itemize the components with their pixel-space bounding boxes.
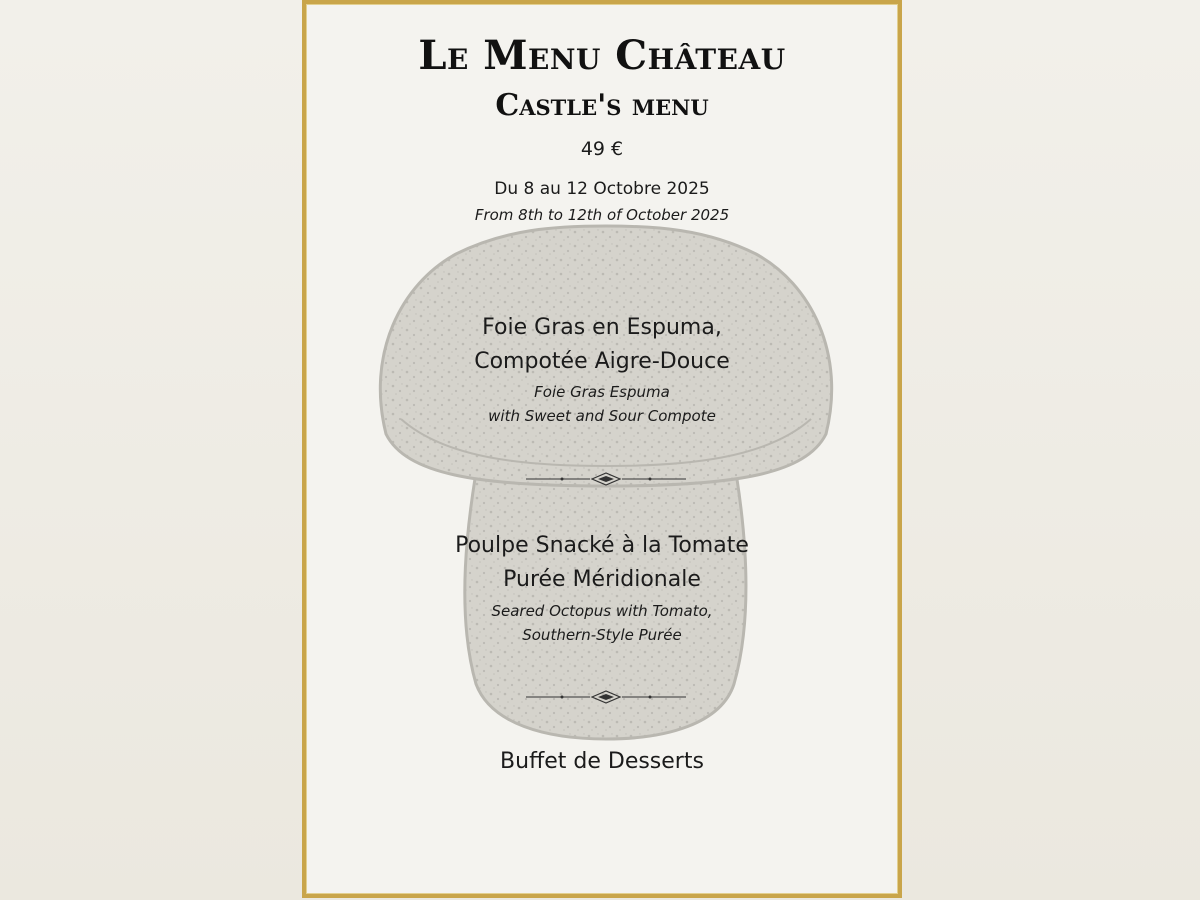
menu-card xyxy=(302,0,902,898)
course-2-fr-line2: Purée Méridionale xyxy=(503,567,701,592)
menu-title: Le Menu Château xyxy=(418,32,786,79)
menu-price: 49 € xyxy=(580,138,624,160)
course-1-name-fr xyxy=(306,311,898,379)
course-2-name-en xyxy=(306,599,898,647)
course-2-fr-line1: Poulpe Snacké à la Tomate xyxy=(455,533,749,558)
course-1-fr-line1: Foie Gras en Espuma, xyxy=(482,315,722,340)
course-1-fr-line2: Compotée Aigre-Douce xyxy=(474,349,730,374)
menu-dates-en: From 8th to 12th of October 2025 xyxy=(474,206,730,224)
menu-subtitle: Castle's menu xyxy=(495,88,709,123)
course-2-name-fr xyxy=(306,529,898,597)
course-1-name-en xyxy=(306,380,898,428)
dessert-course: Buffet de Desserts xyxy=(500,749,704,774)
course-2-en-line1: Seared Octopus with Tomato, xyxy=(491,602,713,620)
menu-dates-fr: Du 8 au 12 Octobre 2025 xyxy=(494,179,710,199)
menu-content xyxy=(306,4,898,894)
course-2-en-line2: Southern-Style Purée xyxy=(522,626,682,644)
ornamental-divider-icon xyxy=(526,472,686,486)
course-1-en-line1: Foie Gras Espuma xyxy=(534,383,670,401)
course-1-en-line2: with Sweet and Sour Compote xyxy=(488,407,716,425)
ornamental-divider-icon xyxy=(526,690,686,704)
